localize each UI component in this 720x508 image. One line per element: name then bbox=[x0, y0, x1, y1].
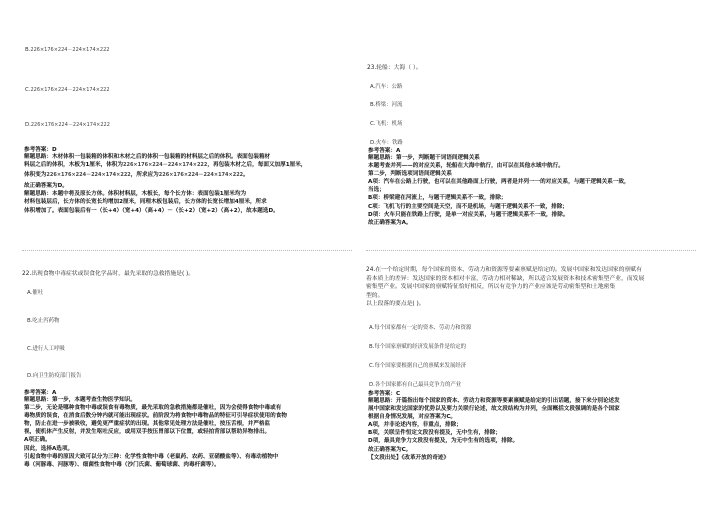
option-c: C.226×176×224－224×174×222 bbox=[25, 87, 110, 93]
analysis-block: 解题思路：第一步，判断题干词语间逻辑关系 本题考查并列——的对应关系，轮船在大海中航行，由可以在其他水域中航行。 第二步，判断选项词语间逻辑关系 A项：汽车在公路上行驶，也可以在其他路面上行驶，两者是并列一一的对应关系，与题干逻辑关系一致， 当选； B项：桥梁建在河流上，与题干逻辑关系不一致，排除； C项：飞机飞行的主要空间是天空，而不是机场，与题干逻辑关系不一致，排除； D项：火车只能在铁路上行驶，是单一对应关系，与题干逻辑关系不一致，排除。 故正确答案为A。 bbox=[368, 155, 630, 226]
option-b: B.桥梁：河流 bbox=[370, 102, 403, 108]
divider bbox=[366, 250, 696, 251]
divider bbox=[22, 250, 352, 251]
question-23-text: 23.轮船：大海（ ）。 bbox=[367, 65, 422, 71]
answer-label: 参考答案：C bbox=[368, 391, 401, 397]
question-22-text: 22.出现食物中毒症状或误食化学品时，最先采取的急救措施是( )。 bbox=[22, 271, 195, 277]
answer-label: 参考答案：A bbox=[24, 390, 57, 396]
option-b: B.226×176×224－224×174×222 bbox=[25, 47, 110, 53]
source-tag: 【文段出处】《改革开放的奇迹》 bbox=[368, 454, 450, 461]
formula-image: 226×176×224－224×174×222 bbox=[46, 172, 131, 179]
option-a: A.每个国家都有一定的资本、劳动力和资源 bbox=[369, 325, 472, 331]
answer-label: 参考答案：A bbox=[368, 148, 401, 154]
formula-image: 226×176×224－224×174×222 bbox=[158, 172, 244, 179]
analysis-block: 解题思路：第一步，本题考查生物医学知识。 第二步，无论是哪种食物中毒或误食有毒物质，最先采取的急救措施都是催吐，因为会使得食物中毒或有 毒物质的误食，在消食后数分钟内就可能出现症状。前阶段为将食物中毒物品的特征可引导症状使用的食物 物，防止在进一步被吸收，避免更严重症状的出现。其他常见处理方法是催吐，按压舌根，并严格监 视，使机体产生反射，并发生呕吐反应，或用双手按压胃部以下位置，或轻拍背部以帮助异物排出。 A项正确。 因此，选择A选项。 引起食物中毒的原因大致可以分为三种：化学性食物中毒（老鼠药、农药、亚硝酸盐等）、有毒动植物中 毒（河豚毒、河豚等）、细菌性食物中毒（沙门氏菌、葡萄球菌、肉毒杆菌等）。 bbox=[24, 397, 287, 468]
option-d: D.226×176×224－224×174×222 bbox=[25, 122, 110, 128]
option-d: D.各个国家都有自己最具竞争力的产业 bbox=[369, 382, 462, 388]
analysis-block: 解题思路：木材体积一包装箱的体积和木材之后的体积一包装箱的材料层之后的体积。表面包装箱材 料层之后的体积，木板为1厘米，体积为226×176×224－224×174×222，再包装木材之后，每面又加厚1厘米， 体积变为226×176×224－224×174×222，所求应为226×176×224－224×174×222。 故正确答案为D。 解题思路：本题中将及原长方体。体积材料层，木板长，每个长方体：表面包装1厘米均为 材料包装层后，长方体的长宽长均增加2厘米，同理木板包装后，长方体的长宽长增加4厘米，所求 体积增加了。表面包装后有一（长+4）（宽+4）（高+4）－（长+2）（宽+2）（高+2），故本题选D。 bbox=[24, 154, 307, 214]
question-24-text: 24.在一个给定时期，每个国家的资本、劳动力和资源等要素禀赋是给定的。发展中国家和发达国家的禀赋有 着本质上的差异：发达国家的资本相对丰富，劳动力相对稀缺，所以适合发展资本和技术密集型产业，而发展 密集型产业。发展中国家的禀赋特征恰好相反，所以有竞争力的产业应该是劳动密集型和土地密集 型的。 以上段落的要点是( )。 bbox=[366, 267, 645, 308]
analysis-block: 解题思路：开篇指出每个国家的资本、劳动力和资源等要素禀赋是给定的引出话题，接下来分别论述发 展中国家和发达国家的优势以及要力关联行论述，故文段结构为并列，全面概括文段强调的是各个国家 根据自身情况发展，对应答案为C。 A项，并非论述内容，非重点，排除； B项，关联呈件恒定文段没有提及，无中生有，排除； D项，最具竞争力文段没有提及，为无中生有的选项，排除。 故正确答案为C。 【文段出处】《改革开放的奇迹》 bbox=[368, 397, 698, 462]
option-b: B.每个国家禀赋的经济发展条件是给定的 bbox=[369, 344, 467, 350]
answer-label: 参考答案：D bbox=[24, 147, 57, 153]
formula-image: 226×176×224－224×174×222 bbox=[30, 122, 110, 128]
option-c: C.每个国家要根据自己的禀赋来发展经济 bbox=[369, 363, 467, 369]
option-c: C.飞机：机场 bbox=[370, 121, 403, 127]
option-b: B.吃止泻药物 bbox=[27, 318, 60, 324]
option-d: D.火车：铁路 bbox=[370, 140, 403, 146]
formula-image: 226×176×224－224×174×222 bbox=[30, 87, 110, 93]
option-a: A.催吐 bbox=[27, 290, 44, 296]
formula-image: 226×176×224－224×174×222 bbox=[30, 47, 110, 53]
option-c: C.进行人工呼吸 bbox=[27, 346, 65, 352]
option-d: D.向卫生防疫部门报告 bbox=[27, 373, 82, 379]
option-a: A.汽车：公路 bbox=[370, 84, 403, 90]
formula-image: 226×176×224－224×174×222 bbox=[123, 162, 208, 169]
